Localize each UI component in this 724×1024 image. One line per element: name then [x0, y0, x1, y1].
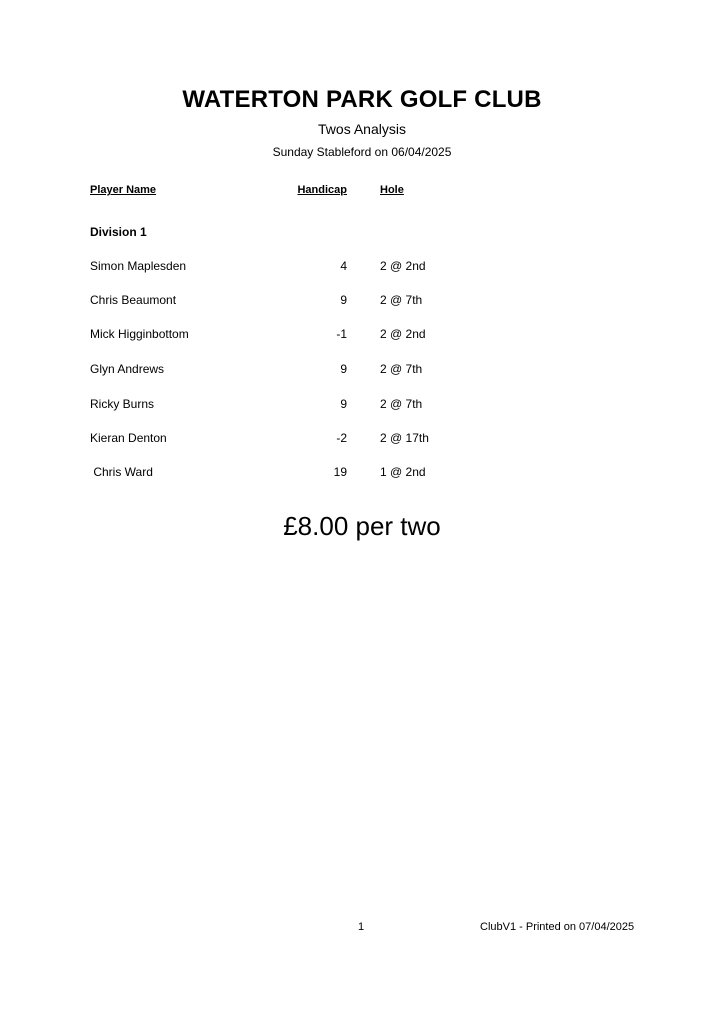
player-handicap: 9: [340, 362, 347, 376]
player-name: Glyn Andrews: [90, 362, 165, 376]
player-handicap: -1: [336, 327, 347, 341]
player-hole: 2 @ 17th: [380, 431, 429, 445]
player-name: Kieran Denton: [90, 431, 167, 445]
player-handicap: 4: [340, 259, 347, 273]
table-row: [0, 465, 724, 481]
report-subtitle: Sunday Stableford on 06/04/2025: [272, 145, 452, 159]
player-handicap: 9: [340, 293, 347, 307]
player-handicap: 9: [340, 397, 347, 411]
division-label: Division 1: [90, 225, 147, 239]
player-hole: 2 @ 7th: [380, 397, 423, 411]
table-row: [0, 397, 724, 413]
player-hole: 1 @ 2nd: [380, 465, 426, 479]
page-number: 1: [358, 921, 365, 933]
prize-per-two: £8.00 per two: [283, 511, 441, 541]
column-header-hole: Hole: [380, 184, 404, 196]
table-row: [0, 259, 724, 275]
player-hole: 2 @ 2nd: [380, 327, 426, 341]
printed-info: ClubV1 - Printed on 07/04/2025: [480, 921, 635, 933]
table-row: [0, 431, 724, 447]
table-row: [0, 362, 724, 378]
column-header-handicap: Handicap: [297, 184, 347, 196]
player-handicap: -2: [336, 431, 347, 445]
player-name: Mick Higginbottom: [90, 327, 189, 341]
player-handicap: 19: [333, 465, 347, 479]
club-title: WATERTON PARK GOLF CLUB: [182, 86, 542, 113]
table-row: [0, 327, 724, 343]
report-title: Twos Analysis: [318, 121, 406, 137]
table-row: [0, 293, 724, 309]
player-hole: 2 @ 7th: [380, 293, 423, 307]
player-hole: 2 @ 2nd: [380, 259, 426, 273]
player-hole: 2 @ 7th: [380, 362, 423, 376]
player-name: Chris Beaumont: [90, 293, 177, 307]
column-header-player-name: Player Name: [90, 184, 157, 196]
player-name: Chris Ward: [90, 465, 153, 479]
player-name: Simon Maplesden: [90, 259, 187, 273]
player-name: Ricky Burns: [90, 397, 155, 411]
